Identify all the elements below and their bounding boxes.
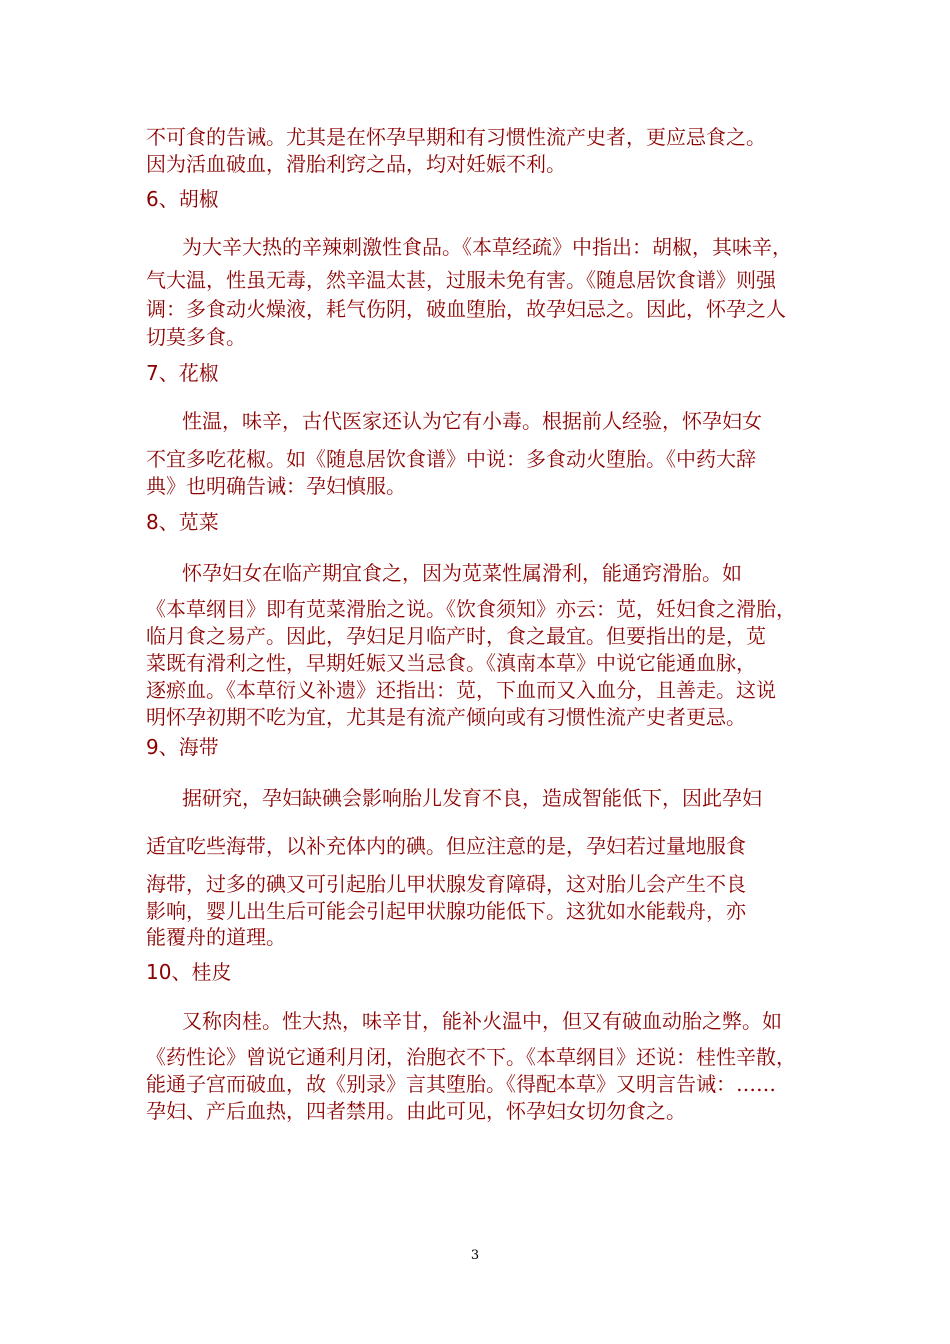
section-title: 花椒	[178, 361, 219, 385]
paragraph-line: 能通子宫而破血，故《别录》言其堕胎。《得配本草》又明言告诫：……	[146, 1072, 776, 1096]
paragraph-line: 菜既有滑利之性，早期妊娠又当忌食。《滇南本草》中说它能通血脉，	[146, 651, 756, 675]
section-number: 7、	[146, 361, 179, 385]
paragraph-line: 不宜多吃花椒。如《随息居饮食谱》中说：多食动火堕胎。《中药大辞	[146, 447, 756, 471]
paragraph-line: 气大温，性虽无毒，然辛温太甚，过服未免有害。《随息居饮食谱》则强	[146, 268, 776, 292]
paragraph-line: 怀孕妇女在临产期宜食之，因为苋菜性属滑利，能通窍滑胎。如	[182, 561, 742, 585]
section-title: 海带	[178, 735, 219, 759]
paragraph-line: 因为活血破血，滑胎利窍之品，均对妊娠不利。	[146, 152, 566, 176]
paragraph-line: 又称肉桂。性大热，味辛甘，能补火温中，但又有破血动胎之弊。如	[182, 1009, 782, 1033]
paragraph-line: 逐瘀血。《本草衍义补遗》还指出：苋，下血而又入血分，且善走。这说	[146, 678, 776, 702]
paragraph-line: 影响，婴儿出生后可能会引起甲状腺功能低下。这犹如水能载舟，亦	[146, 899, 746, 923]
paragraph-line: 调：多食动火燥液，耗气伤阴，破血堕胎，故孕妇忌之。因此，怀孕之人	[146, 297, 786, 321]
section-number: 6、	[146, 187, 179, 211]
paragraph-line: 海带，过多的碘又可引起胎儿甲状腺发育障碍，这对胎儿会产生不良	[146, 872, 746, 896]
section-heading-7	[146, 358, 219, 388]
section-heading-6	[146, 184, 219, 214]
paragraph-line: 为大辛大热的辛辣刺激性食品。《本草经疏》中指出：胡椒，其味辛，	[182, 235, 792, 259]
paragraph-line: 明怀孕初期不吃为宜，尤其是有流产倾向或有习惯性流产史者更忌。	[146, 705, 746, 729]
section-title: 桂皮	[191, 960, 232, 984]
paragraph-line: 孕妇、产后血热，四者禁用。由此可见，怀孕妇女切勿食之。	[146, 1099, 686, 1123]
section-number: 10、	[146, 960, 192, 984]
paragraph-line: 适宜吃些海带，以补充体内的碘。但应注意的是，孕妇若过量地服食	[146, 834, 746, 858]
paragraph-line: 临月食之易产。因此，孕妇足月临产时，食之最宜。但要指出的是，苋	[146, 624, 766, 648]
paragraph-line: 切莫多食。	[146, 325, 246, 349]
section-heading-9	[146, 732, 219, 762]
paragraph-line: 性温，味辛，古代医家还认为它有小毒。根据前人经验，怀孕妇女	[182, 409, 762, 433]
section-title: 苋菜	[178, 510, 219, 534]
paragraph-line: 不可食的告诫。尤其是在怀孕早期和有习惯性流产史者，更应忌食之。	[146, 125, 766, 149]
page-number: 3	[470, 1248, 480, 1263]
section-number: 8、	[146, 510, 179, 534]
section-title: 胡椒	[178, 187, 219, 211]
paragraph-line: 《药性论》曾说它通利月闭，治胞衣不下。《本草纲目》还说：桂性辛散，	[146, 1045, 796, 1069]
paragraph-line: 典》也明确告诫：孕妇慎服。	[146, 474, 406, 498]
paragraph-line: 《本草纲目》即有苋菜滑胎之说。《饮食须知》亦云：苋，妊妇食之滑胎，	[146, 597, 796, 621]
section-heading-10	[146, 957, 231, 987]
paragraph-line: 能覆舟的道理。	[146, 925, 286, 949]
paragraph-line: 据研究，孕妇缺碘会影响胎儿发育不良，造成智能低下，因此孕妇	[182, 786, 762, 810]
section-heading-8	[146, 507, 219, 537]
section-number: 9、	[146, 735, 179, 759]
